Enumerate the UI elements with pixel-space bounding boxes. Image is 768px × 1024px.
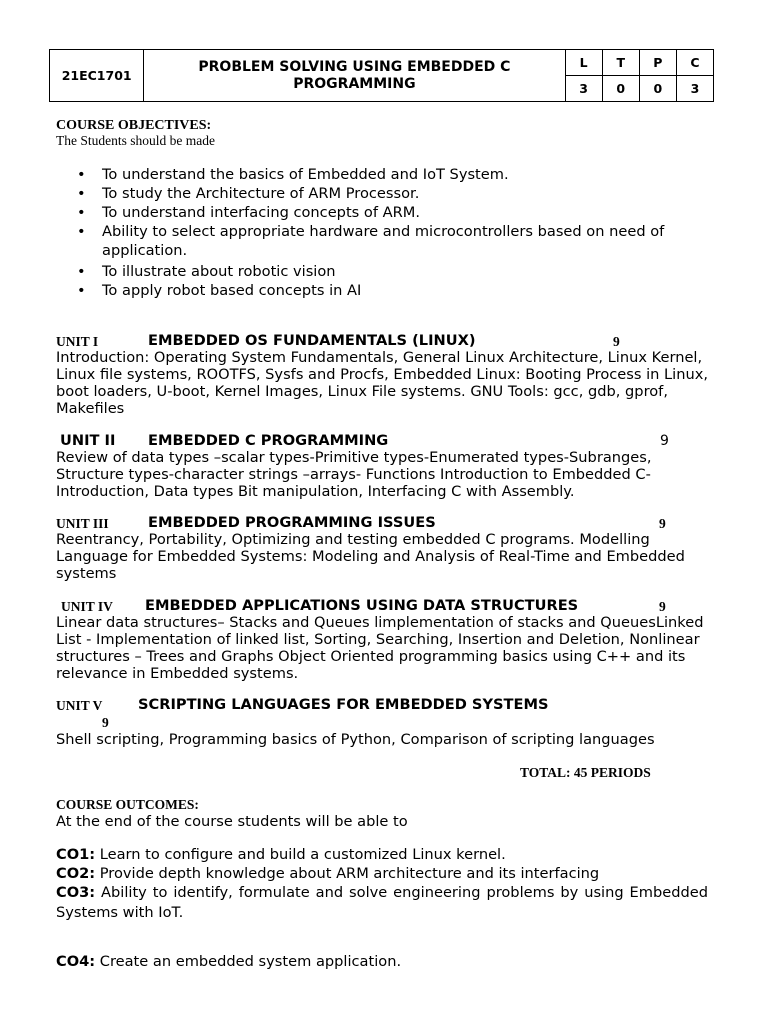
objective-text: To understand interfacing concepts of ARM. [102, 204, 420, 221]
objective-text: To illustrate about robotic vision [102, 263, 336, 280]
outcome-text: Provide depth knowledge about ARM architecture and its interfacing [99, 865, 600, 882]
outcome-text: Ability to identify, formulate and solve engineering problems by using Embedded Systems with IoT. [56, 884, 708, 921]
list-item [56, 184, 716, 203]
outcome-item-co1 [56, 845, 708, 864]
unit-2-label: UNIT II [60, 432, 116, 449]
ltpc-label-p: P [639, 50, 676, 76]
bullet-icon: • [77, 204, 86, 221]
ltpc-value-l: 3 [565, 76, 602, 102]
unit-3-content: Reentrancy, Portability, Optimizing and testing embedded C programs. Modelling Language for Embedded Systems: Modeling and Analysis of Real-Time and Embedded systems [56, 531, 685, 582]
objective-text: To understand the basics of Embedded and IoT System. [102, 166, 509, 183]
outcomes-heading: COURSE OUTCOMES: [56, 797, 199, 812]
list-item [56, 262, 716, 281]
unit-1-hours: 9 [613, 334, 620, 349]
unit-3-label: UNIT III [56, 516, 109, 531]
unit-2-content: Review of data types –scalar types-Primitive types-Enumerated types-Subranges, Structure types-character strings –arrays- Functions Introduction to Embedded C-Introduction, Data types Bit manipulation, Interfacing C with Assembly. [56, 449, 652, 500]
unit-1-title: EMBEDDED OS FUNDAMENTALS (LINUX) [148, 332, 476, 349]
list-item [56, 222, 716, 260]
ltpc-label-l: L [565, 50, 602, 76]
course-header-table [49, 49, 714, 102]
unit-4-hours: 9 [659, 599, 666, 614]
unit-5-label: UNIT V [56, 698, 103, 713]
unit-1-label: UNIT I [56, 334, 99, 349]
outcome-item-co3 [56, 883, 708, 923]
unit-5-title: SCRIPTING LANGUAGES FOR EMBEDDED SYSTEMS [138, 696, 549, 713]
outcome-label: CO2: [56, 865, 96, 882]
outcome-text: Learn to configure and build a customized Linux kernel. [99, 846, 506, 863]
objectives-list [56, 165, 716, 300]
outcome-label: CO3: [56, 884, 96, 901]
ltpc-value-t: 0 [602, 76, 639, 102]
unit-3-hours: 9 [659, 516, 666, 531]
unit-2-hours: 9 [660, 433, 669, 449]
bullet-icon: • [77, 223, 86, 240]
objectives-intro: The Students should be made [56, 133, 215, 148]
list-item [56, 165, 716, 184]
outcome-item-co4 [56, 952, 708, 971]
unit-3-title: EMBEDDED PROGRAMMING ISSUES [148, 514, 436, 531]
objective-text: Ability to select appropriate hardware and microcontrollers based on need of application. [102, 223, 665, 259]
unit-4-label: UNIT IV [61, 599, 113, 614]
total-periods: TOTAL: 45 PERIODS [520, 765, 651, 780]
course-code: 21EC1701 [50, 50, 144, 102]
outcomes-intro: At the end of the course students will be able to [56, 813, 408, 830]
objective-text: To apply robot based concepts in AI [102, 282, 362, 299]
list-item [56, 281, 716, 300]
outcome-text: Create an embedded system application. [99, 953, 402, 970]
unit-4-title: EMBEDDED APPLICATIONS USING DATA STRUCTURES [145, 597, 579, 614]
ltpc-value-c: 3 [676, 76, 713, 102]
outcome-item-co2 [56, 864, 708, 883]
unit-2-title: EMBEDDED C PROGRAMMING [148, 432, 389, 449]
ltpc-label-c: C [676, 50, 713, 76]
outcome-label: CO4: [56, 953, 96, 970]
list-item [56, 203, 716, 222]
bullet-icon: • [77, 282, 86, 299]
unit-1-content: Introduction: Operating System Fundamentals, General Linux Architecture, Linux Kernel, Linux file systems, ROOTFS, Sysfs and Procfs, Embedded Linux: Booting Process in Linux, boot loaders, U-boot, Kernel Images, Linux File systems. GNU Tools: gcc, gdb, gprof, Makefiles [56, 349, 709, 417]
ltpc-label-t: T [602, 50, 639, 76]
bullet-icon: • [77, 263, 86, 280]
course-title: PROBLEM SOLVING USING EMBEDDED C PROGRAMMING [144, 50, 565, 102]
unit-5-content: Shell scripting, Programming basics of Python, Comparison of scripting languages [56, 731, 655, 748]
outcome-label: CO1: [56, 846, 96, 863]
unit-4-content: Linear data structures– Stacks and Queues limplementation of stacks and QueuesLinked List - Implementation of linked list, Sorting, Searching, Insertion and Deletion, Nonlinear structures – Trees and Graphs Object Oriented programming basics using C++ and its relevance in Embedded systems. [56, 614, 704, 682]
objectives-heading: COURSE OBJECTIVES: [56, 118, 212, 133]
unit-5-hours: 9 [102, 715, 109, 730]
ltpc-value-p: 0 [639, 76, 676, 102]
bullet-icon: • [77, 185, 86, 202]
bullet-icon: • [77, 166, 86, 183]
objective-text: To study the Architecture of ARM Processor. [102, 185, 420, 202]
